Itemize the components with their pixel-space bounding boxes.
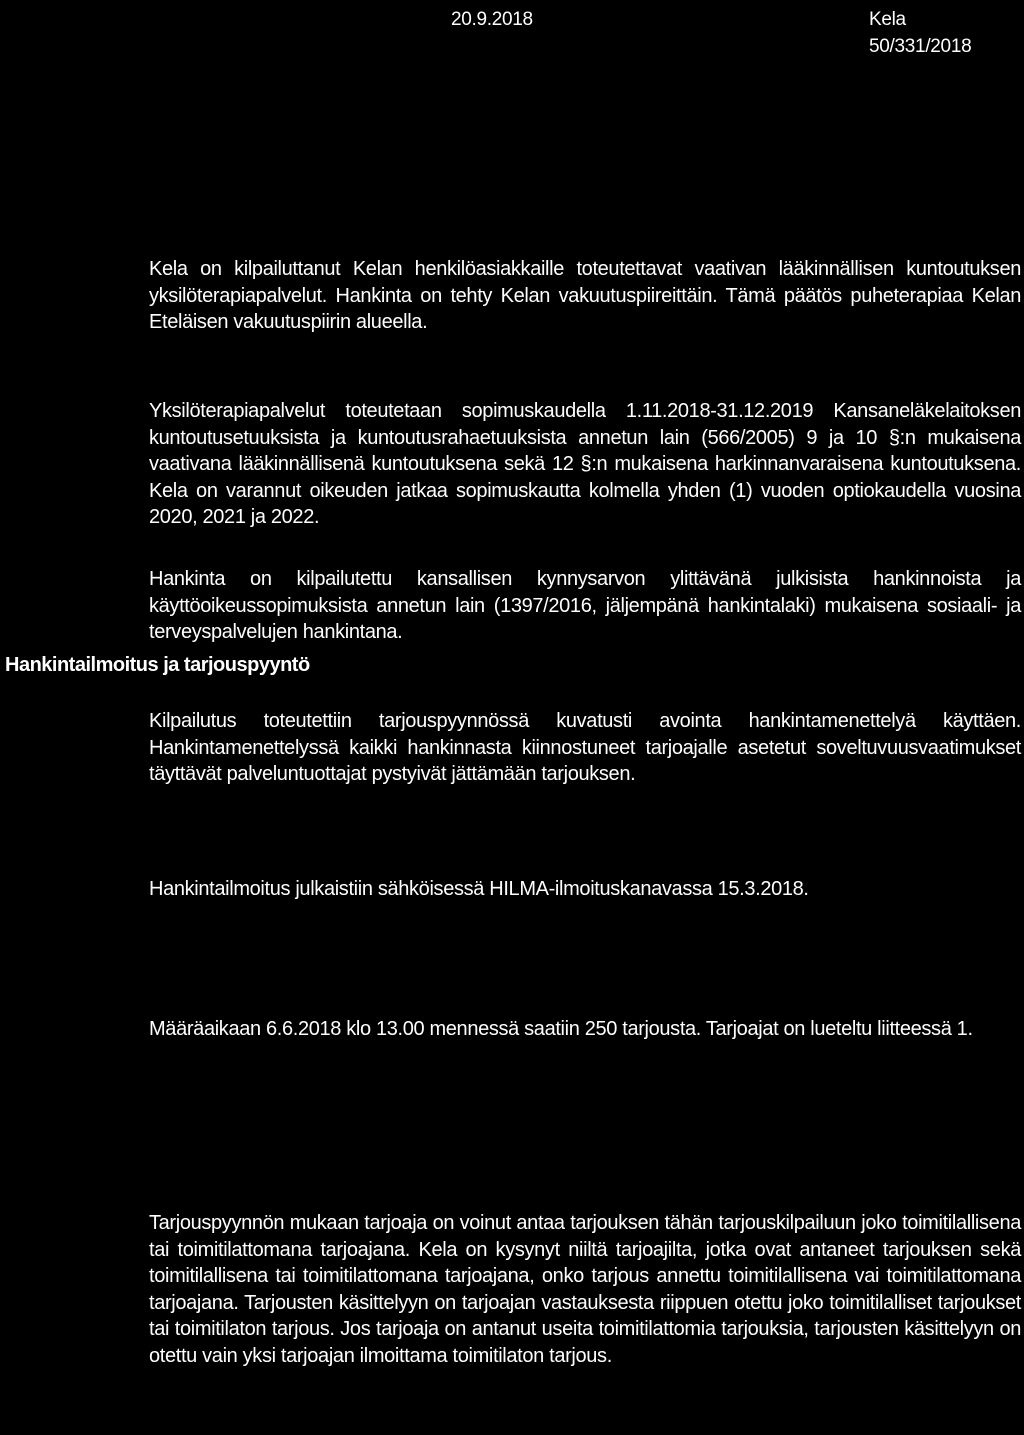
paragraph-notice: Hankintailmoitus julkaistiin sähköisessä HILMA-ilmoituskanavassa 15.3.2018. [149, 878, 809, 900]
paragraph-contract-period: Yksilöterapiapalvelut toteutetaan sopimuskaudella 1.11.2018-31.12.2019 Kansaneläkelaitoksen kuntoutusetuuksista ja kuntoutusrahaetuuksista annetun lain (566/2005) 9 ja 10 §:n mukaisena vaativana lääkinnällisenä kuntoutuksena sekä 12 §:n mukaisena harkinnanvaraisena kuntoutuksena. Kela on varannut oikeuden jatkaa sopimuskautta kolmella yhden (1) vuoden optiokaudella vuosina 2020, 2021 ja 2022. [149, 400, 1021, 528]
paragraph-intro: Kela on kilpailuttanut Kelan henkilöasiakkaille toteutettavat vaativan lääkinnällisen kuntoutuksen yksilöterapiapalvelut. Hankinta on tehty Kelan vakuutuspiireittäin. Tämä päätös puheterapiaa Kelan Eteläisen vakuutuspiirin alueella. [149, 258, 1021, 333]
paragraph-procedure: Kilpailutus toteutettiin tarjouspyynnössä kuvatusti avointa hankintamenettelyä käyttäen. Hankintamenettelyssä kaikki hankinnasta kiinnostuneet tarjoajalle asetetut soveltuvuusvaatimukset täyttävät palveluntuottajat pystyivät jättämään tarjouksen. [149, 710, 1021, 785]
organization-name: Kela [869, 9, 906, 30]
reference-number: 50/331/2018 [869, 36, 972, 57]
paragraph-tender-handling: Tarjouspyynnön mukaan tarjoaja on voinut antaa tarjouksen tähän tarjouskilpailuun joko toimitilallisena tai toimitilattomana tarjoajana. Kela on kysynyt niiltä tarjoajilta, jotka ovat antaneet tarjouksen sekä toimitilallisena tai toimitilattomana tarjoajana, onko tarjous annettu toimitilallisena vai toimitilattomana tarjoajana. Tarjousten käsittelyyn on tarjoajan vastauksesta riippuen otettu joko toimitilalliset tarjoukset tai toimitilaton tarjous. Jos tarjoaja on antanut useita toimitilattomia tarjouksia, tarjousten käsittelyyn on otettu vain yksi tarjoajan ilmoittama toimitilaton tarjous. [149, 1212, 1021, 1367]
document-header-org [869, 6, 971, 60]
document-date: 20.9.2018 [451, 9, 533, 30]
paragraph-procurement-law: Hankinta on kilpailutettu kansallisen kynnysarvon ylittävänä julkisista hankinnoista ja käyttöoikeussopimuksista annetun lain (1397/2016, jäljempänä hankintalaki) mukaisena sosiaali- ja terveyspalvelujen hankintana. [149, 568, 1021, 643]
section-heading: Hankintailmoitus ja tarjouspyyntö [5, 654, 310, 676]
paragraph-deadline: Määräaikaan 6.6.2018 klo 13.00 mennessä saatiin 250 tarjousta. Tarjoajat on lueteltu liitteessä 1. [149, 1018, 973, 1040]
